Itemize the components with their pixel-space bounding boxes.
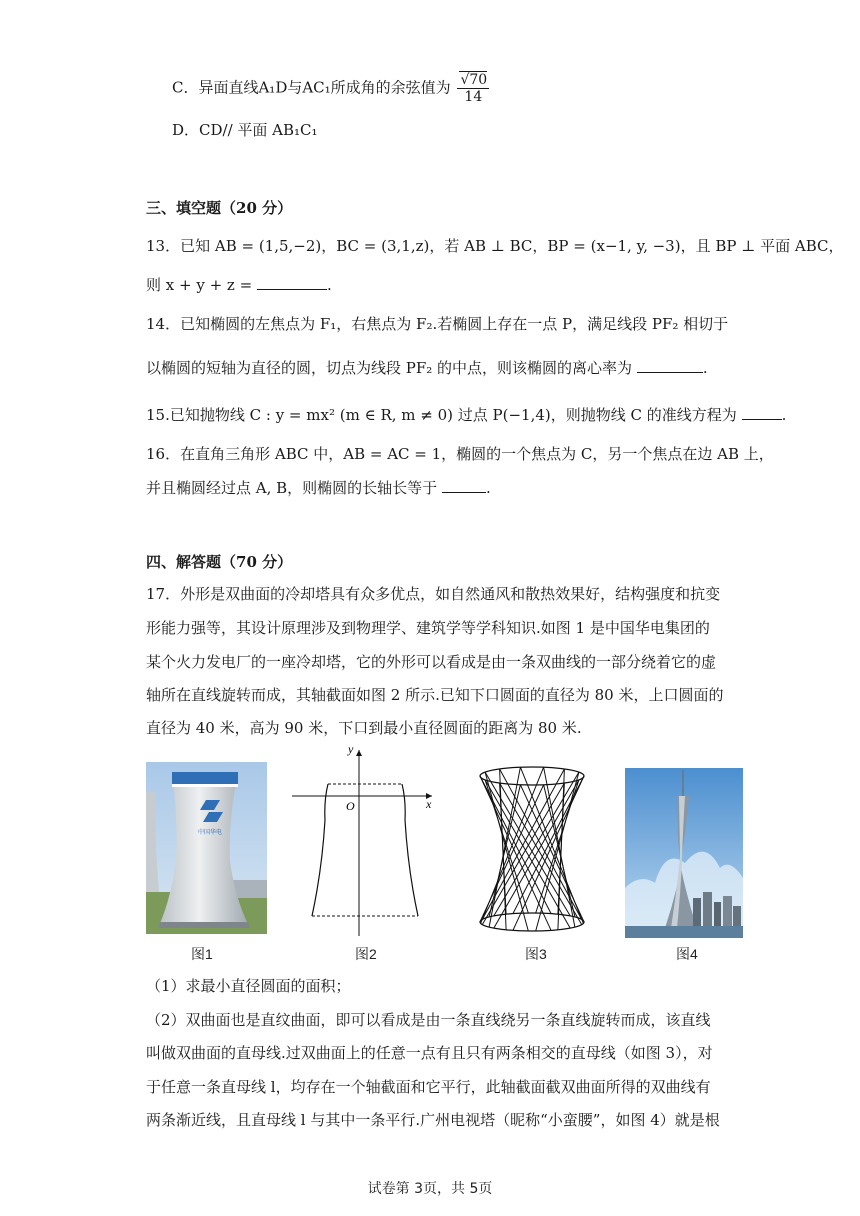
q17-sub2-line: 两条渐近线，且直母线 l 与其中一条平行.广州电视塔（昵称“小蛮腰”，如图 4）就是根	[146, 1111, 720, 1129]
q14-line1: 14．已知椭圆的左焦点为 F₁，右焦点为 F₂.若椭圆上存在一点 P，满足线段 PF₂ 相切于	[146, 315, 729, 333]
figure-2-caption: 图2	[355, 946, 377, 962]
figure-2-axial-section	[290, 740, 440, 940]
answer-blank[interactable]	[442, 478, 486, 493]
q17-line: 形能力强等，其设计原理涉及到物理学、建筑学等学科知识.如图 1 是中国华电集团的	[146, 619, 710, 637]
option-c	[172, 72, 491, 105]
y-axis-label: y	[348, 742, 354, 756]
q17-line: 某个火力发电厂的一座冷却塔，它的外形可以看成是由一条双曲线的一部分绕着它的虚	[146, 653, 717, 671]
q17-line: 直径为 40 米，高为 90 米，下口到最小直径圆面的距离为 80 米.	[146, 719, 582, 737]
q17-sub2-line: 叫做双曲面的直母线.过双曲面上的任意一点有且只有两条相交的直母线（如图 3），对	[146, 1044, 713, 1062]
q14-line2: 以椭圆的短轴为直径的圆，切点为线段 PF₂ 的中点，则该椭圆的离心率为 .	[146, 359, 708, 377]
fraction-denominator: 14	[464, 89, 483, 105]
answer-blank[interactable]	[742, 405, 782, 420]
section-solve-heading: 四、解答题（70 分）	[146, 553, 293, 571]
section-fill-heading: 三、填空题（20 分）	[146, 199, 293, 217]
q17-sub1: （1）求最小直径圆面的面积；	[146, 977, 351, 995]
q13-line1: 13．已知 AB = (1,5,−2)，BC = (3,1,z)，若 AB ⊥ BC，BP = (x−1, y, −3)，且 BP ⊥ 平面 ABC，	[146, 237, 844, 255]
answer-blank[interactable]	[637, 358, 703, 373]
logo-text: 中国华电	[198, 829, 223, 836]
q13-line2: 则 x + y + z = .	[146, 276, 332, 294]
ruling-line	[494, 780, 579, 928]
option-c-text: C．异面直线A₁D与AC₁所成角的余弦值为	[172, 78, 451, 97]
figure-3-hyperboloid-lines	[475, 764, 590, 934]
q17-sub2-line: 于任意一条直母线 l，均存在一个轴截面和它平行，此轴截面截双曲面所得的双曲线有	[146, 1078, 711, 1096]
q15-line1: 15.已知抛物线 C : y = mx² (m ∈ R, m ≠ 0) 过点 P(−1,4)，则抛物线 C 的准线方程为 .	[146, 406, 787, 424]
q17-sub2-line: （2）双曲面也是直纹曲面，即可以看成是由一条直线绕另一条直线旋转而成，该直线	[146, 1011, 711, 1029]
q16-line2: 并且椭圆经过点 A, B，则椭圆的长轴长等于 .	[146, 479, 491, 497]
origin-label: O	[346, 799, 355, 813]
q17-line: 17．外形是双曲面的冷却塔具有众多优点，如自然通风和散热效果好，结构强度和抗变	[146, 585, 721, 603]
q17-line: 轴所在直线旋转而成，其轴截面如图 2 所示.已知下口圆面的直径为 80 米，上口圆面的	[146, 686, 724, 704]
figure-3-caption: 图3	[525, 946, 547, 962]
option-d: D．CD// 平面 AB₁C₁	[172, 121, 318, 139]
x-axis-label: x	[426, 797, 432, 811]
option-c-fraction	[457, 72, 489, 105]
answer-blank[interactable]	[257, 275, 327, 290]
q16-line1: 16．在直角三角形 ABC 中，AB = AC = 1，椭圆的一个焦点为 C，另一个焦点在边 AB 上，	[146, 445, 774, 463]
ruling-line	[485, 780, 570, 928]
figure-1-caption: 图1	[191, 946, 213, 962]
fraction-numerator: √70	[460, 72, 488, 88]
figure-4-caption: 图4	[676, 946, 698, 962]
page-footer: 试卷第 3页，共 5页	[367, 1181, 493, 1197]
figure-1-cooling-tower-photo	[146, 762, 267, 934]
figure-4-canton-tower-photo	[625, 768, 743, 938]
